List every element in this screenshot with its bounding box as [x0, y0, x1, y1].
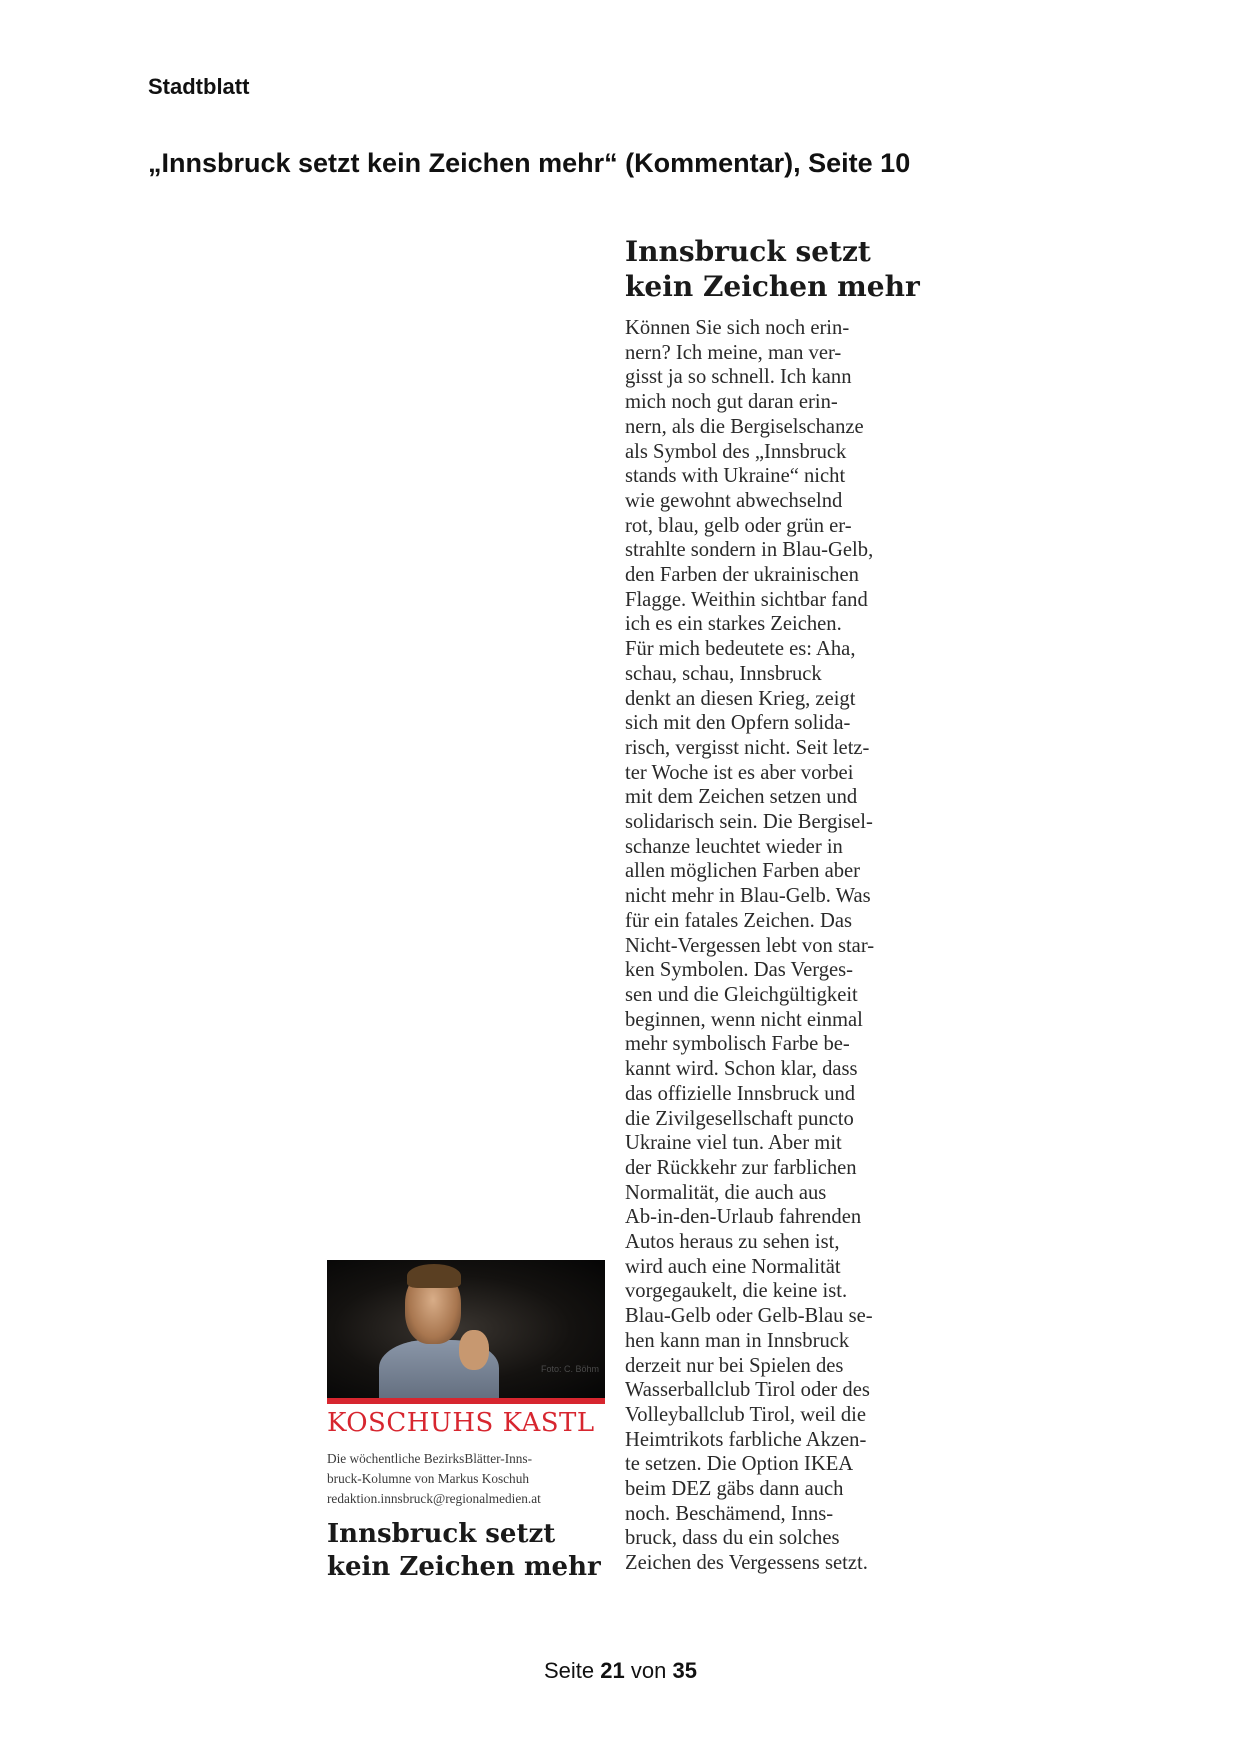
article-body-line: beginnen, wenn nicht einmal	[625, 1008, 863, 1031]
article-body-line: nern, als die Bergiselschanze	[625, 415, 864, 438]
article-headline-line: kein Zeichen mehr	[625, 270, 920, 303]
article-body-line: nern? Ich meine, man ver-	[625, 341, 842, 364]
article-body-line: ich es ein starkes Zeichen.	[625, 613, 842, 636]
column-headline-line: kein Zeichen mehr	[327, 1552, 601, 1582]
article-body-line: die Zivilgesellschaft puncto	[625, 1107, 854, 1130]
article-body-line: beim DEZ gäbs dann auch	[625, 1478, 844, 1501]
footer-total-pages: 35	[672, 1658, 697, 1683]
article-body-line: Blau-Gelb oder Gelb-Blau se-	[625, 1305, 873, 1328]
column-headline	[327, 1518, 617, 1584]
article-body-line: nicht mehr in Blau-Gelb. Was	[625, 885, 871, 908]
article-body-line: ken Symbolen. Das Verges-	[625, 959, 854, 982]
photo-hand-shape	[459, 1330, 489, 1370]
article-body	[625, 316, 925, 1576]
article-headline	[625, 234, 925, 304]
article-body-line: mit dem Zeichen setzen und	[625, 786, 858, 809]
article-body-line: vorgegaukelt, die keine ist.	[625, 1280, 848, 1303]
article-body-line: Nicht-Vergessen lebt von star-	[625, 934, 875, 957]
article-body-line: bruck, dass du ein solches	[625, 1527, 840, 1550]
column-email: redaktion.innsbruck@regionalmedien.at	[327, 1491, 541, 1506]
article-body-line: sen und die Gleichgültigkeit	[625, 983, 858, 1006]
article-body-line: wie gewohnt abwechselnd	[625, 489, 843, 512]
article-body-line: derzeit nur bei Spielen des	[625, 1354, 844, 1377]
article-body-line: Wasserballclub Tirol oder des	[625, 1379, 870, 1402]
article-body-line: te setzen. Die Option IKEA	[625, 1453, 854, 1476]
article-body-line: sich mit den Opfern solida-	[625, 712, 851, 735]
document-source: Stadtblatt	[148, 74, 250, 99]
footer-prefix: Seite	[544, 1658, 595, 1683]
article-body-line: schanze leuchtet wieder in	[625, 835, 843, 858]
column-description-line: Die wöchentliche BezirksBlätter-Inns-	[327, 1451, 533, 1466]
article-body-line: Für mich bedeutete es: Aha,	[625, 638, 856, 661]
article-headline-line: Innsbruck setzt	[625, 235, 871, 268]
footer-page-number: 21	[600, 1658, 625, 1683]
article-body-line: strahlte sondern in Blau-Gelb,	[625, 539, 874, 562]
clip-title: „Innsbruck setzt kein Zeichen mehr“ (Kommentar), Seite 10	[148, 148, 911, 178]
article-body-line: allen möglichen Farben aber	[625, 860, 861, 883]
article-body-line: rot, blau, gelb oder grün er-	[625, 514, 852, 537]
article-body-line: mich noch gut daran erin-	[625, 391, 838, 414]
article-body-line: Heimtrikots farbliche Akzen-	[625, 1428, 867, 1451]
article-body-line: schau, schau, Innsbruck	[625, 662, 822, 685]
photo-hair-shape	[407, 1264, 461, 1288]
article-body-line: als Symbol des „Innsbruck	[625, 440, 847, 463]
article-body-line: noch. Beschämend, Inns-	[625, 1502, 834, 1525]
author-photo	[327, 1260, 605, 1398]
article-body-line: solidarisch sein. Die Bergisel-	[625, 811, 873, 834]
column-headline-line: Innsbruck setzt	[327, 1519, 556, 1549]
page-footer	[0, 1658, 1241, 1684]
article-body-line: Zeichen des Vergessens setzt.	[625, 1552, 868, 1575]
column-accent-bar	[327, 1398, 605, 1404]
column-description	[327, 1449, 607, 1509]
article-body-line: Können Sie sich noch erin-	[625, 317, 850, 339]
article-body-line: denkt an diesen Krieg, zeigt	[625, 687, 856, 710]
article-body-line: Normalität, die auch aus	[625, 1181, 827, 1204]
article-body-line: ter Woche ist es aber vorbei	[625, 761, 854, 784]
article-body-line: Autos heraus zu sehen ist,	[625, 1231, 840, 1254]
article-body-line: kannt wird. Schon klar, dass	[625, 1058, 858, 1081]
article-body-line: risch, vergisst nicht. Seit letz-	[625, 736, 870, 759]
article-body-line: gisst ja so schnell. Ich kann	[625, 366, 852, 389]
article-body-line: der Rückkehr zur farblichen	[625, 1156, 857, 1179]
article-body-line: für ein fatales Zeichen. Das	[625, 909, 852, 932]
article-body-line: das offizielle Innsbruck und	[625, 1082, 856, 1105]
article-body-line: wird auch eine Normalität	[625, 1255, 841, 1278]
photo-credit: Foto: C. Böhm	[540, 1364, 599, 1374]
article-body-line: den Farben der ukrainischen	[625, 564, 859, 587]
footer-middle: von	[630, 1658, 667, 1683]
article-body-line: Ukraine viel tun. Aber mit	[625, 1132, 842, 1155]
article-body-line: stands with Ukraine“ nicht	[625, 465, 846, 488]
article-body-line: Flagge. Weithin sichtbar fand	[625, 588, 868, 611]
article-body-line: mehr symbolisch Farbe be-	[625, 1033, 850, 1056]
article-body-line: hen kann man in Innsbruck	[625, 1329, 850, 1352]
column-description-line: bruck-Kolumne von Markus Koschuh	[327, 1471, 530, 1486]
article-body-line: Ab-in-den-Urlaub fahrenden	[625, 1206, 862, 1229]
column-name: KOSCHUHS KASTL	[327, 1408, 595, 1438]
article-body-line: Volleyballclub Tirol, weil die	[625, 1403, 867, 1426]
